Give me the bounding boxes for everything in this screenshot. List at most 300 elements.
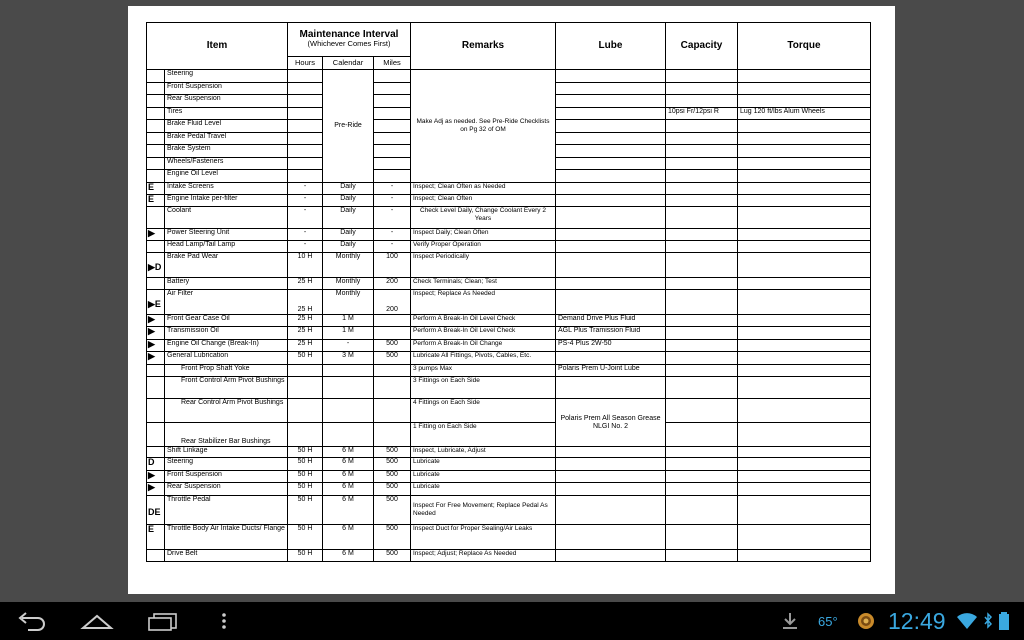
table-row	[147, 194, 871, 206]
miles-cell	[374, 82, 411, 95]
remarks-cell: Perform A Break-In Oil Change	[411, 339, 556, 352]
lube-cell: Demand Drive Plus Fluid	[556, 314, 666, 327]
lube-cell	[556, 194, 666, 206]
table-body	[147, 70, 871, 562]
lube-cell: Polaris Prem All Season Grease NLGI No. 2	[556, 399, 666, 447]
table-row	[147, 352, 871, 365]
calendar-cell: 6 M	[323, 470, 374, 483]
header-lube: Lube	[556, 23, 666, 70]
temperature-label: 65°	[818, 614, 838, 629]
capacity-cell	[666, 447, 738, 458]
torque-cell	[738, 82, 871, 95]
lube-cell	[556, 289, 666, 314]
torque-cell	[738, 277, 871, 289]
torque-cell	[738, 157, 871, 170]
download-icon[interactable]	[780, 610, 800, 632]
item-cell: Engine Intake per-filter	[165, 194, 288, 206]
lube-cell	[556, 377, 666, 399]
item-cell: Battery	[165, 277, 288, 289]
remarks-cell: Lubricate All Fittings, Pivots, Cables, Etc.	[411, 352, 556, 365]
remarks-cell: Lubricate	[411, 470, 556, 483]
hours-cell	[288, 95, 323, 108]
mark-cell	[147, 277, 165, 289]
torque-cell	[738, 483, 871, 496]
remarks-cell: Inspect; Clean Often as Needed	[411, 182, 556, 194]
lube-cell	[556, 206, 666, 228]
header-interval-sub: (Whichever Comes First)	[307, 39, 391, 48]
lube-cell: AGL Plus Tramission Fluid	[556, 327, 666, 340]
table-row	[147, 327, 871, 340]
table-row	[147, 289, 871, 314]
clock: 12:49	[888, 608, 946, 634]
remarks-cell: Check Level Daily, Change Coolant Every 2 Years	[411, 206, 556, 228]
item-cell: Front Suspension	[165, 82, 288, 95]
miles-cell: -	[374, 240, 411, 252]
document-page	[128, 6, 895, 594]
capacity-cell	[666, 82, 738, 95]
torque-cell	[738, 95, 871, 108]
capacity-cell	[666, 277, 738, 289]
back-icon[interactable]	[16, 610, 48, 632]
hours-cell: 50 H	[288, 447, 323, 458]
torque-cell	[738, 70, 871, 83]
torque-cell	[738, 339, 871, 352]
hours-cell: 10 H	[288, 252, 323, 277]
mark-cell: ▶D	[147, 252, 165, 277]
table-row	[147, 483, 871, 496]
lube-cell	[556, 145, 666, 158]
miles-cell	[374, 423, 411, 447]
item-cell: Steering	[165, 70, 288, 83]
lube-cell	[556, 95, 666, 108]
calendar-cell: Monthly	[323, 289, 374, 314]
miles-cell: 500	[374, 447, 411, 458]
lube-cell	[556, 107, 666, 120]
item-cell: Coolant	[165, 206, 288, 228]
remarks-cell: Verify Proper Operation	[411, 240, 556, 252]
item-cell: Steering	[165, 458, 288, 471]
calendar-cell: 6 M	[323, 524, 374, 549]
capacity-cell	[666, 95, 738, 108]
hours-cell: 50 H	[288, 495, 323, 524]
miles-cell	[374, 377, 411, 399]
mark-cell	[147, 70, 165, 83]
miles-cell	[374, 399, 411, 423]
capacity-cell	[666, 132, 738, 145]
system-navigation-bar	[0, 602, 1024, 640]
mark-cell: ▶	[147, 339, 165, 352]
hours-cell: 25 H	[288, 314, 323, 327]
hours-cell	[288, 120, 323, 133]
miles-cell: 500	[374, 339, 411, 352]
miles-cell: 500	[374, 470, 411, 483]
torque-cell	[738, 447, 871, 458]
torque-cell	[738, 240, 871, 252]
torque-cell	[738, 289, 871, 314]
lube-cell	[556, 277, 666, 289]
capacity-cell	[666, 240, 738, 252]
item-cell: Front Prop Shaft Yoke	[165, 364, 288, 377]
capacity-cell	[666, 524, 738, 549]
lube-cell	[556, 120, 666, 133]
calendar-cell: 6 M	[323, 483, 374, 496]
table-row	[147, 495, 871, 524]
miles-cell: 500	[374, 483, 411, 496]
item-cell: Brake Pedal Travel	[165, 132, 288, 145]
mark-cell	[147, 377, 165, 399]
hours-cell	[288, 399, 323, 423]
miles-cell: 500	[374, 524, 411, 549]
mark-cell	[147, 206, 165, 228]
mark-cell: E	[147, 524, 165, 549]
hours-cell: 25 H	[288, 277, 323, 289]
header-interval	[288, 23, 411, 57]
capacity-cell	[666, 182, 738, 194]
capacity-cell	[666, 252, 738, 277]
mark-cell: DE	[147, 495, 165, 524]
lube-cell	[556, 132, 666, 145]
torque-cell	[738, 399, 871, 423]
table-row	[147, 339, 871, 352]
header-hours: Hours	[288, 57, 323, 70]
lube-cell	[556, 228, 666, 240]
table-row	[147, 377, 871, 399]
calendar-cell: Daily	[323, 182, 374, 194]
header-miles: Miles	[374, 57, 411, 70]
calendar-cell: Daily	[323, 206, 374, 228]
capacity-cell	[666, 423, 738, 447]
mark-cell	[147, 170, 165, 183]
hours-cell: 25 H	[288, 327, 323, 340]
recent-apps-icon[interactable]	[146, 610, 180, 632]
miles-cell	[374, 157, 411, 170]
mark-cell	[147, 157, 165, 170]
remarks-cell: Inspect; Clean Often	[411, 194, 556, 206]
miles-cell: -	[374, 228, 411, 240]
mark-cell	[147, 399, 165, 423]
miles-cell	[374, 132, 411, 145]
mark-cell: E	[147, 182, 165, 194]
item-cell: General Lubrication	[165, 352, 288, 365]
header-calendar: Calendar	[323, 57, 374, 70]
torque-cell	[738, 423, 871, 447]
remarks-cell: 3 pumps Max	[411, 364, 556, 377]
table-row	[147, 447, 871, 458]
hours-cell: 50 H	[288, 483, 323, 496]
miles-cell	[374, 95, 411, 108]
calendar-cell: Monthly	[323, 277, 374, 289]
remarks-cell: Lubricate	[411, 458, 556, 471]
capacity-cell	[666, 470, 738, 483]
lube-cell	[556, 252, 666, 277]
calendar-cell: 6 M	[323, 549, 374, 562]
item-cell: Head Lamp/Tail Lamp	[165, 240, 288, 252]
item-cell: Rear Suspension	[165, 483, 288, 496]
preride-remarks: Make Adj as needed. See Pre-Ride Checklists on Pg 32 of OM	[411, 70, 556, 183]
calendar-cell: 1 M	[323, 327, 374, 340]
weather-icon	[855, 610, 877, 632]
item-cell: Tires	[165, 107, 288, 120]
hours-cell: -	[288, 206, 323, 228]
item-cell: Brake Fluid Level	[165, 120, 288, 133]
miles-cell: 100	[374, 252, 411, 277]
item-cell: Wheels/Fasteners	[165, 157, 288, 170]
item-cell: Rear Suspension	[165, 95, 288, 108]
capacity-cell	[666, 352, 738, 365]
torque-cell	[738, 377, 871, 399]
battery-icon	[997, 610, 1011, 632]
miles-cell	[374, 70, 411, 83]
mark-cell: ▶	[147, 483, 165, 496]
torque-cell	[738, 524, 871, 549]
capacity-cell	[666, 170, 738, 183]
lube-cell	[556, 82, 666, 95]
item-cell: Intake Screens	[165, 182, 288, 194]
capacity-cell	[666, 377, 738, 399]
mark-cell: D	[147, 458, 165, 471]
calendar-cell: Monthly	[323, 252, 374, 277]
miles-cell	[374, 364, 411, 377]
miles-cell	[374, 107, 411, 120]
bluetooth-icon	[983, 610, 993, 632]
remarks-cell: 4 Fittings on Each Side	[411, 399, 556, 423]
calendar-cell: 6 M	[323, 495, 374, 524]
miles-cell: 500	[374, 352, 411, 365]
table-row	[147, 70, 871, 83]
mark-cell	[147, 447, 165, 458]
hours-cell	[288, 132, 323, 145]
mark-cell: ▶E	[147, 289, 165, 314]
hours-cell: 50 H	[288, 458, 323, 471]
hours-cell	[288, 364, 323, 377]
lube-cell: PS-4 Plus 2W-50	[556, 339, 666, 352]
hours-cell	[288, 157, 323, 170]
torque-cell	[738, 252, 871, 277]
mark-cell	[147, 107, 165, 120]
miles-cell: 500	[374, 495, 411, 524]
item-cell: Rear Stabilizer Bar Bushings	[165, 423, 288, 447]
capacity-cell	[666, 314, 738, 327]
mark-cell	[147, 82, 165, 95]
calendar-cell: 3 M	[323, 352, 374, 365]
mark-cell	[147, 95, 165, 108]
mark-cell	[147, 423, 165, 447]
hours-cell: -	[288, 228, 323, 240]
tires-torque: Lug 120 ft/lbs Alum Wheels	[738, 107, 871, 120]
item-cell: Shift Linkage	[165, 447, 288, 458]
table-row	[147, 524, 871, 549]
wifi-icon	[955, 610, 979, 632]
calendar-cell: Daily	[323, 194, 374, 206]
maintenance-table	[146, 22, 871, 562]
item-cell: Engine Oil Change (Break-In)	[165, 339, 288, 352]
mark-cell: ▶	[147, 470, 165, 483]
lube-cell	[556, 483, 666, 496]
calendar-cell: 1 M	[323, 314, 374, 327]
header-remarks: Remarks	[411, 23, 556, 70]
table-row	[147, 206, 871, 228]
torque-cell	[738, 364, 871, 377]
mark-cell: ▶	[147, 327, 165, 340]
lube-cell	[556, 352, 666, 365]
hours-cell: 25 H	[288, 339, 323, 352]
mark-cell: ▶	[147, 228, 165, 240]
capacity-cell	[666, 157, 738, 170]
remarks-cell: Inspect; Adjust; Replace As Needed	[411, 549, 556, 562]
capacity-cell	[666, 206, 738, 228]
torque-cell	[738, 314, 871, 327]
table-row	[147, 314, 871, 327]
hours-cell: 25 H	[288, 289, 323, 314]
menu-dots-icon[interactable]	[218, 610, 230, 632]
miles-cell: 500	[374, 458, 411, 471]
torque-cell	[738, 182, 871, 194]
calendar-cell	[323, 399, 374, 423]
item-cell: Rear Control Arm Pivot Bushings	[165, 399, 288, 423]
item-cell: Engine Oil Level	[165, 170, 288, 183]
calendar-cell: -	[323, 339, 374, 352]
hours-cell	[288, 70, 323, 83]
hours-cell: -	[288, 194, 323, 206]
item-cell: Throttle Body Air Intake Ducts/ Flange	[165, 524, 288, 549]
miles-cell: 500	[374, 549, 411, 562]
miles-cell	[374, 170, 411, 183]
torque-cell	[738, 170, 871, 183]
capacity-cell	[666, 327, 738, 340]
lube-cell	[556, 458, 666, 471]
item-cell: Drive Belt	[165, 549, 288, 562]
hours-cell	[288, 107, 323, 120]
miles-cell: -	[374, 206, 411, 228]
header-capacity: Capacity	[666, 23, 738, 70]
remarks-cell: Perform A Break-In Oil Level Check	[411, 314, 556, 327]
item-cell: Front Suspension	[165, 470, 288, 483]
item-cell: Brake System	[165, 145, 288, 158]
remarks-cell: Inspect Duct for Proper Sealing/Air Leaks	[411, 524, 556, 549]
capacity-cell	[666, 364, 738, 377]
calendar-cell	[323, 364, 374, 377]
capacity-cell	[666, 399, 738, 423]
table-row	[147, 277, 871, 289]
table-row	[147, 182, 871, 194]
hours-cell: 50 H	[288, 549, 323, 562]
capacity-cell	[666, 339, 738, 352]
calendar-cell	[323, 377, 374, 399]
torque-cell	[738, 495, 871, 524]
home-icon[interactable]	[80, 610, 114, 632]
preride-calendar: Pre-Ride	[323, 70, 374, 183]
table-row	[147, 549, 871, 562]
capacity-cell	[666, 70, 738, 83]
table-row	[147, 228, 871, 240]
calendar-cell	[323, 423, 374, 447]
remarks-cell: 1 Fitting on Each Side	[411, 423, 556, 447]
torque-cell	[738, 120, 871, 133]
torque-cell	[738, 549, 871, 562]
capacity-cell	[666, 289, 738, 314]
remarks-cell: Inspect; Replace As Needed	[411, 289, 556, 314]
miles-cell: -	[374, 194, 411, 206]
calendar-cell: Daily	[323, 228, 374, 240]
capacity-cell	[666, 495, 738, 524]
lube-cell	[556, 470, 666, 483]
hours-cell: 50 H	[288, 524, 323, 549]
remarks-cell: Inspect Daily; Clean Often	[411, 228, 556, 240]
lube-cell	[556, 524, 666, 549]
torque-cell	[738, 228, 871, 240]
item-cell: Front Control Arm Pivot Bushings	[165, 377, 288, 399]
torque-cell	[738, 194, 871, 206]
hours-cell: 50 H	[288, 352, 323, 365]
table-row	[147, 364, 871, 377]
calendar-cell: 6 M	[323, 458, 374, 471]
header-torque: Torque	[738, 23, 871, 70]
header-item: Item	[147, 23, 288, 70]
lube-cell	[556, 157, 666, 170]
lube-cell	[556, 240, 666, 252]
remarks-cell: Perform A Break-In Oil Level Check	[411, 327, 556, 340]
remarks-cell: Inspect For Free Movement; Replace Pedal As Needed	[411, 495, 556, 524]
miles-cell	[374, 145, 411, 158]
torque-cell	[738, 470, 871, 483]
capacity-cell	[666, 194, 738, 206]
item-cell: Brake Pad Wear	[165, 252, 288, 277]
torque-cell	[738, 132, 871, 145]
item-cell: Air Filter	[165, 289, 288, 314]
lube-cell	[556, 182, 666, 194]
miles-cell: 200	[374, 277, 411, 289]
miles-cell: -	[374, 182, 411, 194]
capacity-cell	[666, 458, 738, 471]
table-row	[147, 423, 871, 447]
calendar-cell: 6 M	[323, 447, 374, 458]
capacity-cell	[666, 228, 738, 240]
mark-cell: E	[147, 194, 165, 206]
torque-cell	[738, 145, 871, 158]
remarks-cell: Inspect Periodically	[411, 252, 556, 277]
mark-cell	[147, 549, 165, 562]
table-row	[147, 252, 871, 277]
hours-cell	[288, 170, 323, 183]
hours-cell: -	[288, 240, 323, 252]
capacity-cell	[666, 483, 738, 496]
hours-cell	[288, 82, 323, 95]
capacity-cell	[666, 145, 738, 158]
hours-cell	[288, 145, 323, 158]
lube-cell	[556, 495, 666, 524]
mark-cell	[147, 240, 165, 252]
mark-cell	[147, 145, 165, 158]
item-cell: Power Steering Unit	[165, 228, 288, 240]
mark-cell	[147, 120, 165, 133]
lube-cell	[556, 549, 666, 562]
lube-cell	[556, 70, 666, 83]
torque-cell	[738, 458, 871, 471]
lube-cell	[556, 447, 666, 458]
mark-cell: ▶	[147, 314, 165, 327]
table-row	[147, 240, 871, 252]
torque-cell	[738, 206, 871, 228]
calendar-cell: Daily	[323, 240, 374, 252]
hours-cell	[288, 423, 323, 447]
torque-cell	[738, 352, 871, 365]
miles-cell: 200	[374, 289, 411, 314]
tires-capacity: 10psi Fr/12psi R	[666, 107, 738, 120]
remarks-cell: Lubricate	[411, 483, 556, 496]
lube-cell: Polaris Prem U-Joint Lube	[556, 364, 666, 377]
mark-cell	[147, 364, 165, 377]
mark-cell	[147, 132, 165, 145]
